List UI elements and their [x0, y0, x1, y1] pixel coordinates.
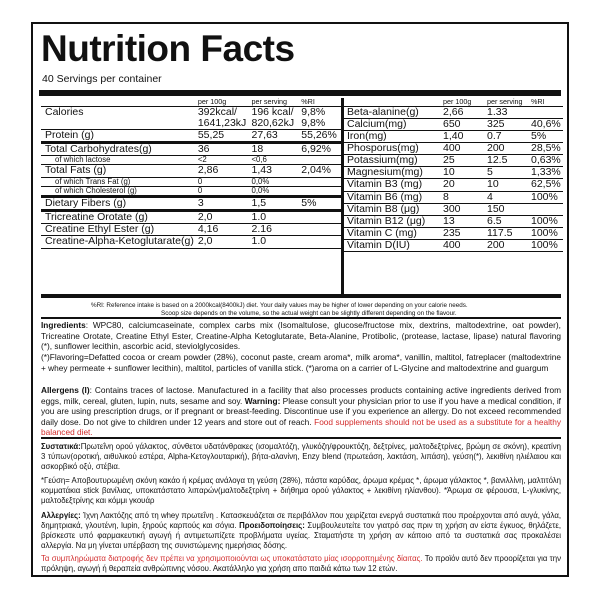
nutrient-table-left: [41, 98, 341, 249]
value-per-serving: 0.7: [483, 130, 527, 142]
value-per-serving: 6.5: [483, 215, 527, 227]
nutrient-name: Tricreatine Orotate (g): [41, 211, 194, 224]
table-bottom-divider: [41, 294, 561, 298]
nutrient-row: [41, 211, 341, 224]
greek-allergens-label: Αλλεργίες:: [41, 511, 81, 520]
header-name-cell: [343, 98, 439, 106]
header-per-100g: per 100g: [439, 98, 483, 106]
ingredients-text: : WPC80, calciumcaseinate, complex carbs mix (Isomaltulose, glucose/fructose mix, dextrins, maltodextrine, oat powder), Tricreatine Orotate, Creatine Ethyl Ester, Creatine-Alpha Ketoglutarate, Beta-Alanine, Protibolic, (protease, lactase, lipase) natural flavoring (*), sunflower lecithin, ascorbic acid, steviolglycosides.: [41, 320, 561, 352]
english-flavoring: (*)Flavoring=Defatted cocoa or cream powder (28%), coconut paste, cream aroma*, milk aroma*, vanillin, maltitol, fatreplacer (maltodextrine + whey permeate + sunflower lecithin), maltitol, particles of vanilla stick. (*)aroma on a carrier of L-Glycine and maltodextrine and guargum: [41, 352, 561, 373]
ri-note: [91, 302, 561, 318]
value-per-100g: 0: [194, 177, 248, 186]
header-ri: %RI: [527, 98, 563, 106]
value-per-100g: 2,0: [194, 236, 248, 248]
value-ri: [527, 106, 563, 118]
value-ri: 62,5%: [527, 179, 563, 191]
allergens-text: : Contains traces of lactose. Manufactured in a facility that also processes products containing active ingredients derived from eggs, milk, cereal, gluten, lupin, nuts, sesame and soy.: [41, 385, 562, 406]
nutrient-row: [41, 177, 341, 186]
value-per-100g: 1641,23kJ: [194, 118, 248, 130]
nutrient-row: [343, 240, 563, 252]
nutrient-name: [41, 118, 194, 130]
nutrient-name: Total Fats (g): [41, 165, 194, 177]
value-per-100g: 36: [194, 143, 248, 156]
value-per-serving: 196 kcal/: [251, 105, 294, 118]
nutrient-name: Creatine Ethyl Ester (g): [41, 224, 194, 236]
value-per-serving: 12.5: [483, 155, 527, 167]
greek-allergens-text: Ίχνη Λακτόζης από τη whey πρωτεΐνη . Κατασκευάζεται σε περιβάλλον που χειρίζεται ενεργά συστατικά που προέρχονται από αυγά, γάλα, δημητριακά, γλουτένη, lupin, ξηρούς καρπούς και σόγια.: [41, 511, 561, 531]
value-per-100g: 300: [439, 203, 483, 215]
value-per-100g: 10: [439, 167, 483, 179]
servings-per-container: 40 Servings per container: [42, 73, 162, 85]
nutrient-row: [41, 197, 341, 211]
nutrient-name: Dietary Fibers (g): [41, 197, 194, 211]
value-ri: 100%: [527, 215, 563, 227]
header-per-100g: per 100g: [194, 98, 248, 106]
value-ri: 100%: [527, 227, 563, 239]
nutrient-row: [41, 165, 341, 177]
value-per-100g: 55,25: [194, 129, 248, 142]
header-ri: %RI: [297, 98, 341, 106]
language-divider: [41, 437, 561, 439]
value-per-serving: 325: [483, 118, 527, 130]
value-per-serving: 117.5: [483, 227, 527, 239]
nutrient-row: [41, 118, 341, 130]
nutrient-name: of which lactose: [41, 156, 194, 165]
value-per-100g: 650: [439, 118, 483, 130]
value-ri: 9,8%: [301, 105, 326, 118]
value-per-100g: 2,66: [439, 106, 483, 118]
nutrient-row: [41, 224, 341, 236]
value-per-serving: 820,62kJ: [247, 118, 297, 130]
nutrient-row: [343, 130, 563, 142]
warning-label: Warning:: [244, 395, 281, 406]
nutrient-name: Vitamin B12 (μg): [343, 215, 439, 227]
value-per-serving: 200: [483, 240, 527, 252]
nutrient-row: [343, 191, 563, 203]
value-per-100g: 392kcal/: [197, 105, 237, 118]
title-divider: [39, 90, 561, 96]
value-per-serving: 150: [483, 203, 527, 215]
value-ri: [297, 186, 341, 196]
value-per-serving: 5: [483, 167, 527, 179]
value-ri: [297, 236, 341, 248]
nutrient-row: [41, 143, 341, 156]
ingredients-label: Ingredients: [41, 320, 86, 330]
value-per-serving: 27,63: [247, 129, 297, 142]
value-per-100g: <2: [194, 156, 248, 165]
value-per-serving: 200: [483, 143, 527, 155]
greek-final: [41, 554, 561, 574]
nutrient-name: Vitamin B8 (μg): [343, 203, 439, 215]
greek-ingredients-label: Συστατικά:: [41, 442, 81, 451]
value-per-serving: <0,6: [247, 156, 297, 165]
warning-text: Please consult your physician prior to use if you have a medical condition, if you are using prescription drugs, or if pregnant or breast-feeding. Discontinue use if you experience an allergy. Do not exceed recommended daily dose. Do not give to children under 12 years and store out of reach.: [41, 395, 561, 427]
value-per-100g: 3: [194, 197, 248, 211]
nutrient-name: Iron(mg): [343, 130, 439, 142]
nutrient-row: [343, 118, 563, 130]
nutrient-name: Calories: [45, 105, 84, 118]
value-ri: [297, 224, 341, 236]
value-ri: 55,26%: [297, 129, 341, 142]
value-per-serving: 0,0%: [247, 177, 297, 186]
value-per-serving: 1,43: [247, 165, 297, 177]
greek-warning-label: Προειδοποίησεις:: [239, 521, 305, 531]
nutrient-name: Magnesium(mg): [343, 167, 439, 179]
value-per-100g: 400: [439, 143, 483, 155]
value-ri: 5%: [527, 130, 563, 142]
value-per-serving: 1,5: [247, 197, 297, 211]
value-per-serving: 18: [247, 143, 297, 156]
value-per-100g: 2,86: [194, 165, 248, 177]
nutrient-row: [343, 203, 563, 215]
value-ri: 100%: [527, 240, 563, 252]
value-per-serving: 10: [483, 179, 527, 191]
value-ri: 9,8%: [297, 118, 341, 130]
value-per-serving: 1.33: [483, 106, 527, 118]
greek-final-text: Το προϊόν αυτό δεν προορίζεται για την πρόληψη, αγωγή ή θεραπεία ανθρώπινης νόσου. Ακατάλληλο για χρήση απο παιδιά κάτω των 12 ετών.: [41, 554, 561, 574]
ri-note-line-2: Scoop size depends on the volume, so the actual weight can be slightly different depending on the flavour.: [161, 309, 457, 317]
value-per-100g: 400: [439, 240, 483, 252]
value-ri: 6,92%: [297, 143, 341, 156]
nutrient-row: [41, 236, 341, 248]
nutrient-name: Beta-alanine(g): [343, 106, 439, 118]
greek-ingredients: [41, 442, 561, 472]
nutrient-name: Total Carbohydrates(g): [41, 143, 194, 156]
value-per-serving: 0,0%: [247, 186, 297, 196]
ri-note-line-1: %RI: Reference intake is based on a 2000kcal(8400kJ) diet. Your daily values may be higher of lower depending on your calorie needs.: [91, 302, 468, 309]
nutrient-name: Potassium(mg): [343, 155, 439, 167]
header-name-cell: [41, 98, 194, 106]
nutrient-name: Vitamin C (mg): [343, 227, 439, 239]
value-ri: 2,04%: [297, 165, 341, 177]
nutrient-row: [343, 106, 563, 118]
nutrient-row: [41, 106, 341, 118]
note-divider: [41, 317, 561, 319]
value-per-100g: 25: [439, 155, 483, 167]
nutrient-table-right: [343, 98, 563, 252]
value-per-serving: 1.0: [247, 211, 297, 224]
value-per-serving: 1.0: [247, 236, 297, 248]
nutrient-row: [41, 186, 341, 196]
value-ri: [527, 203, 563, 215]
nutrient-name: Vitamin B6 (mg): [343, 191, 439, 203]
table-header: [343, 98, 563, 106]
greek-flavoring: *Γεύση= Αποβουτυρωμένη σκόνη κακάο ή κρέμας ανάλογα τη γεύση (28%), πάστα καρύδας, άρωμα κρέμας *, άρωμα γάλακτος *, βανιλλίνη, μαλτιτόλη κομματάκια stick βανίλιας, υποκατάστατο λιπαρών(μαλτοδεξτρίνη + διήθημα ορού γάλακτος + λεκιθίνη ηλίανθου). *Άρωμα σε φέρουσα, L-γλυκίνης, μαλτοδεξτρίνης και κόμμι γκουάρ: [41, 476, 561, 506]
nutrient-name: Creatine-Alpha-Ketoglutarate(g): [41, 236, 194, 248]
nutrient-row: [41, 129, 341, 142]
table-header: [41, 98, 341, 106]
value-per-100g: 4,16: [194, 224, 248, 236]
value-per-100g: 2,0: [194, 211, 248, 224]
value-ri: [297, 177, 341, 186]
greek-allergens: [41, 511, 561, 552]
value-ri: 28,5%: [527, 143, 563, 155]
nutrient-name: of which Trans Fat (g): [41, 177, 194, 186]
header-per-serving: per serving: [483, 98, 527, 106]
nutrient-name: Protein (g): [41, 129, 194, 142]
value-ri: 0,63%: [527, 155, 563, 167]
nutrient-name: of which Cholesterol (g): [41, 186, 194, 196]
value-per-100g: 0: [194, 186, 248, 196]
nutrient-name: Vitamin D(IU): [343, 240, 439, 252]
nutrient-name: Calcium(mg): [343, 118, 439, 130]
value-ri: 1,33%: [527, 167, 563, 179]
warning-red-text: Food supplements should not be used as a substitute for a healthy balanced diet.: [41, 416, 561, 438]
value-ri: [297, 211, 341, 224]
value-per-100g: 20: [439, 179, 483, 191]
nutrient-name: Phosporus(mg): [343, 143, 439, 155]
greek-warning-text: Συμβουλευτείτε τον γιατρό σας πριν τη χρήση αν είστε έγκυος, θηλάζετε, βρίσκεστε υπό φαρμακευτική αγωγή ή αντιμετωπίζετε προβλήματα υγείας. Σταματήστε τη χρήση αν κάποιο από τα συστατικά σας προκαλέσει αλλεργία. Να μη γίνεται υπέρβαση της συνιστώμενης ημερήσιας δόσης.: [41, 521, 562, 551]
nutrient-row: [343, 227, 563, 239]
nutrient-row: [343, 155, 563, 167]
nutrient-row: [343, 143, 563, 155]
nutrient-row: [343, 215, 563, 227]
nutrient-name: Vitamin B3 (mg): [343, 179, 439, 191]
value-per-100g: 13: [439, 215, 483, 227]
value-ri: 100%: [527, 191, 563, 203]
greek-ingredients-text: Πρωτεΐνη ορού γάλακτος, σύνθετοι υδατάνθρακες (ισομαλτόζη, γλυκόζη/φρουκτόζη, δεξτρίνες, μαλτοδεξτρίνες, βρώμη σε σκόνη), κρεατίνη 3 τύπων(οροτική, αιθυλικού εστέρα, Alpha-Κετογλουταρική), βήτα-αλανίνη, Enzy blend (πρωτεάση, λακτάση, λιπάση), γεύση(*), λεκιθίνη ηλιέλαιου και ασκορβικό οξύ, στέβια.: [41, 442, 561, 472]
nutrient-row: [343, 179, 563, 191]
value-ri: 5%: [297, 197, 341, 211]
nutrient-row: [343, 167, 563, 179]
english-ingredients: [41, 320, 561, 352]
label-title: Nutrition Facts: [41, 28, 295, 69]
value-per-100g: 235: [439, 227, 483, 239]
value-per-100g: 8: [439, 191, 483, 203]
value-per-100g: 1,40: [439, 130, 483, 142]
value-per-serving: 2.16: [247, 224, 297, 236]
header-per-serving: per serving: [247, 98, 297, 106]
greek-warning-red-text: Τα συμπληρώματα διατροφής δεν πρέπει να χρησιμοποιούνται ως υποκατάστατο μίας ισορροπημένης δίαιτας.: [41, 554, 423, 563]
value-per-serving: 4: [483, 191, 527, 203]
english-allergens: [41, 385, 561, 438]
value-ri: 40,6%: [527, 118, 563, 130]
nutrition-label: [31, 22, 569, 577]
allergens-label: Allergens (I): [41, 385, 90, 395]
